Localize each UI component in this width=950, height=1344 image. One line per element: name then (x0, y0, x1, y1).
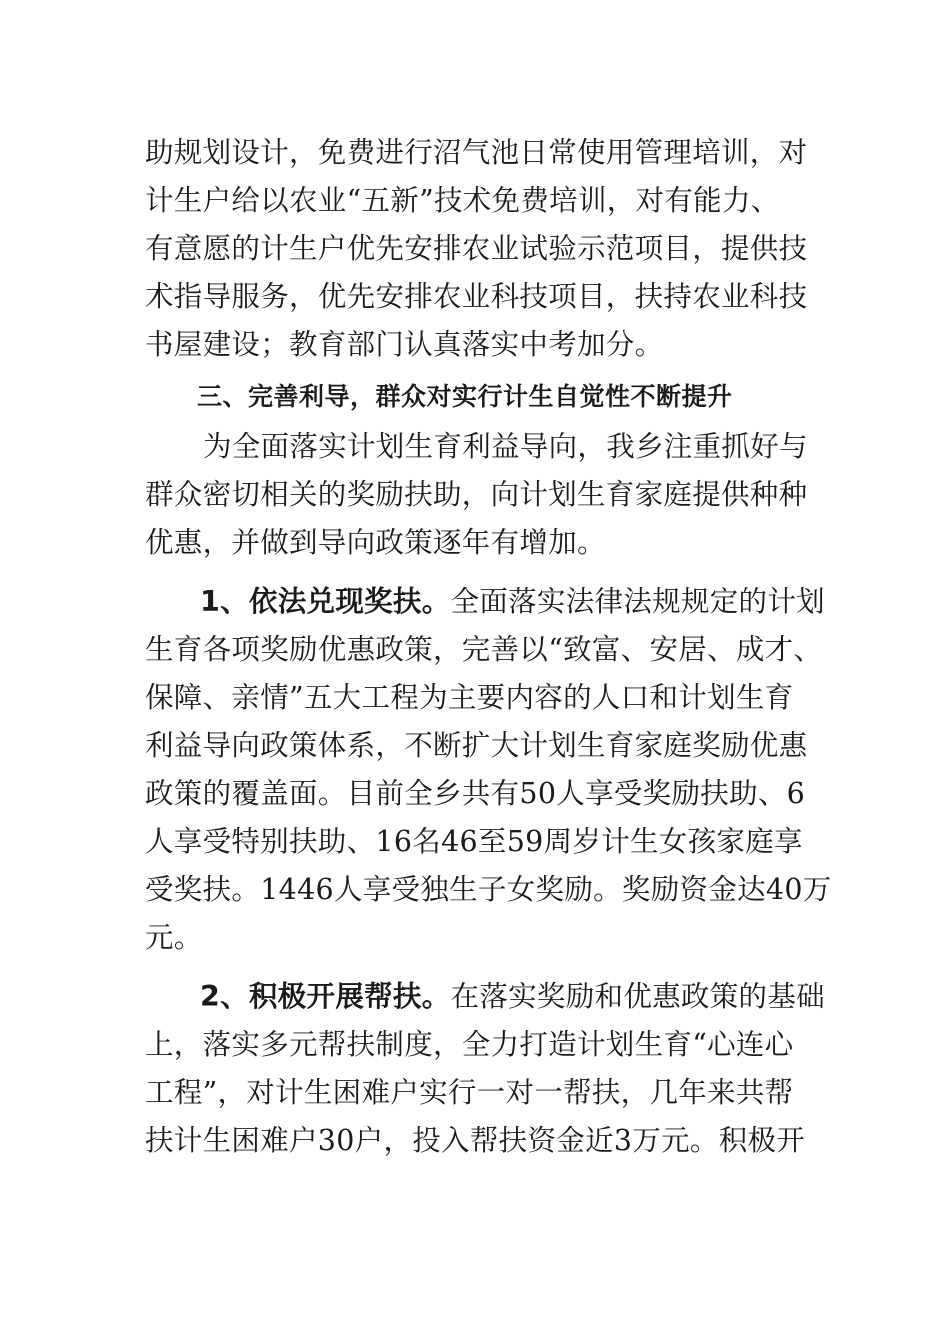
body-line: 政策的覆盖面。目前全乡共有50人享受奖励扶助、6 (145, 777, 806, 810)
item1-first-line-text: 全面落实法律法规规定的计划 (450, 585, 825, 618)
item1-title: 1、依法兑现奖扶。 (200, 585, 451, 618)
body-line: 受奖扶。1446人享受独生子女奖励。奖励资金达40万 (145, 873, 832, 906)
body-line: 上，落实多元帮扶制度，全力打造计划生育“心连心 (145, 1028, 794, 1061)
body-line: 术指导服务，优先安排农业科技项目，扶持农业科技 (145, 280, 808, 313)
body-line: 利益导向政策体系，不断扩大计划生育家庭奖励优惠 (145, 729, 808, 762)
body-line: 群众密切相关的奖励扶助，向计划生育家庭提供种种 (145, 478, 808, 511)
body-line: 助规划设计，免费进行沼气池日常使用管理培训，对 (145, 136, 808, 169)
body-line: 生育各项奖励优惠政策，完善以“致富、安居、成才、 (145, 633, 823, 666)
body-line: 扶计生困难户30户，投入帮扶资金近3万元。积极开 (145, 1124, 806, 1157)
body-line: 保障、亲情”五大工程为主要内容的人口和计划生育 (145, 681, 794, 714)
body-line: 有意愿的计生户优先安排农业试验示范项目，提供技 (145, 232, 808, 265)
item2-title: 2、积极开展帮扶。 (200, 980, 451, 1013)
body-line: 工程”，对计生困难户实行一对一帮扶，几年来共帮 (145, 1076, 794, 1109)
body-line: 人享受特别扶助、16名46至59周岁计生女孩家庭享 (145, 825, 803, 858)
body-line: 为全面落实计划生育利益导向，我乡注重抓好与 (203, 430, 808, 463)
body-line: 元。 (145, 921, 203, 954)
body-line: 优惠，并做到导向政策逐年有增加。 (145, 526, 606, 559)
body-line: 书屋建设；教育部门认真落实中考加分。 (145, 328, 664, 361)
section-heading: 三、完善利导，群众对实行计生自觉性不断提升 (197, 382, 733, 411)
item2-first-line-text: 在落实奖励和优惠政策的基础 (450, 980, 825, 1013)
body-line: 计生户给以农业“五新”技术免费培训，对有能力、 (145, 184, 780, 217)
item1-first-line (200, 585, 825, 619)
item2-first-line (200, 980, 825, 1014)
